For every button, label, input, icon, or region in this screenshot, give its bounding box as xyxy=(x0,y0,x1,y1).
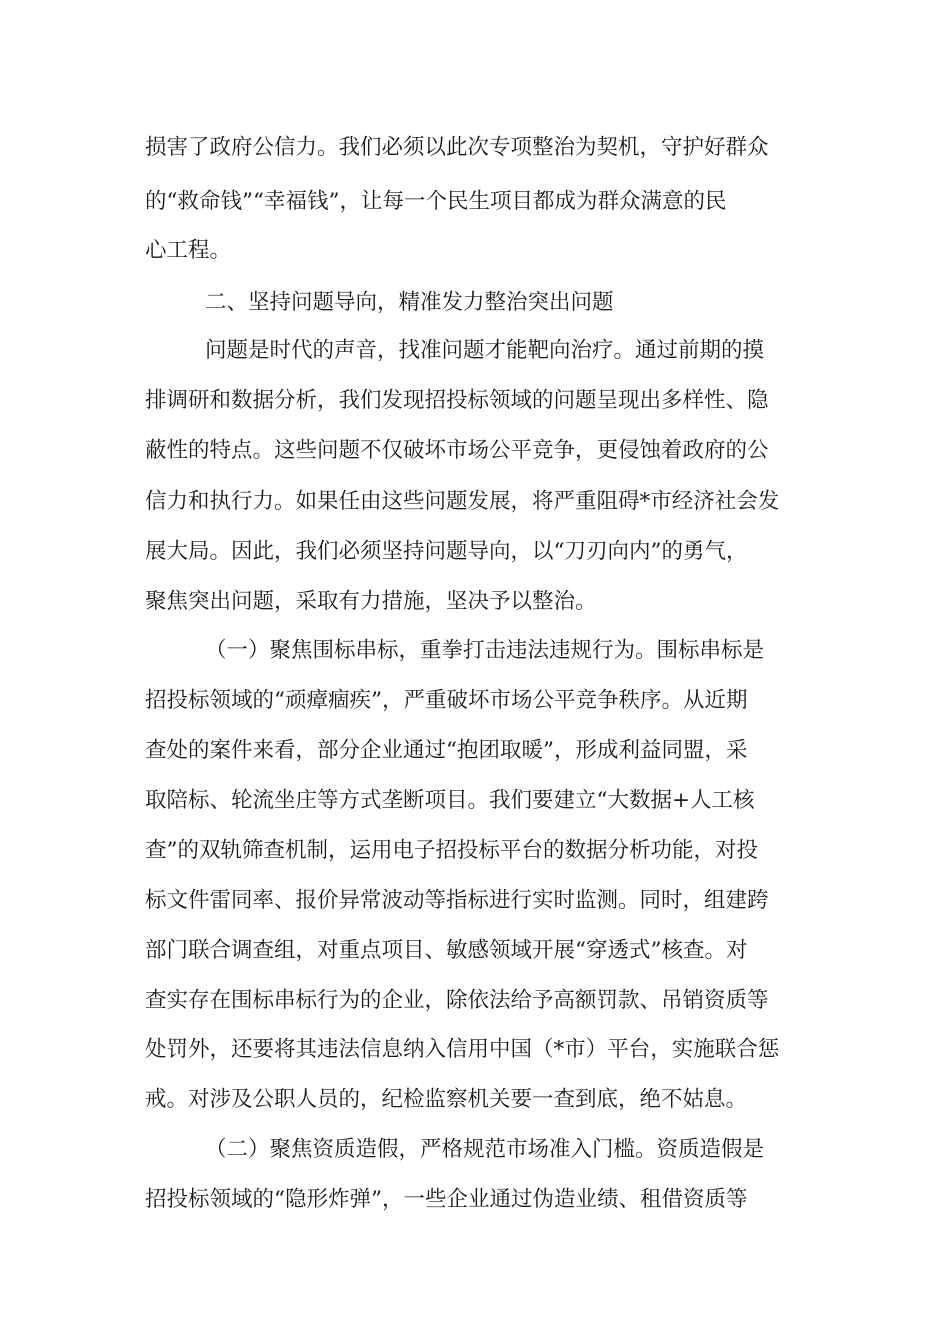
text-line: 处罚外，还要将其违法信息纳入信用中国（*市）平台，实施联合惩 xyxy=(145,1037,780,1062)
text-line: 查”的双轨筛查机制，运用电子招投标平台的数据分析功能，对投 xyxy=(145,838,758,863)
text-line: 聚焦突出问题，采取有力措施，坚决予以整治。 xyxy=(145,589,597,614)
subsection-line: （一）聚焦围标串标，重拳打击违法违规行为。围标串标是 xyxy=(205,638,765,663)
text-line: 的“救命钱”“幸福钱”，让每一个民生项目都成为群众满意的民 xyxy=(145,189,727,214)
text-line: 取陪标、轮流坐庄等方式垄断项目。我们要建立“大数据+人工核 xyxy=(145,788,755,813)
text-line: 排调研和数据分析，我们发现招投标领域的问题呈现出多样性、隐 xyxy=(145,388,769,413)
text-line: 查处的案件来看，部分企业通过“抱团取暖”，形成利益同盟，采 xyxy=(145,738,748,763)
text-line: 损害了政府公信力。我们必须以此次专项整治为契机，守护好群众 xyxy=(145,135,769,160)
text-line: 展大局。因此，我们必须坚持问题导向，以“刀刃向内”的勇气， xyxy=(145,539,748,564)
text-line: 招投标领域的“顽瘴痼疾”，严重破坏市场公平竞争秩序。从近期 xyxy=(145,688,748,713)
text-line: 招投标领域的“隐形炸弹”，一些企业通过伪造业绩、租借资质等 xyxy=(145,1187,748,1212)
text-line: 部门联合调查组，对重点项目、敏感领域开展“穿透式”核查。对 xyxy=(145,938,748,963)
text-line: 戒。对涉及公职人员的，纪检监察机关要一查到底，绝不姑息。 xyxy=(145,1087,748,1112)
text-line: 心工程。 xyxy=(145,238,232,263)
text-line: 蔽性的特点。这些问题不仅破坏市场公平竞争，更侵蚀着政府的公 xyxy=(145,438,769,463)
text-line: 标文件雷同率、报价异常波动等指标进行实时监测。同时，组建跨 xyxy=(145,888,769,913)
text-line: 问题是时代的声音，找准问题才能靶向治疗。通过前期的摸 xyxy=(205,338,765,363)
text-line: 信力和执行力。如果任由这些问题发展，将严重阻碍*市经济社会发 xyxy=(145,489,780,514)
text-line: 查实存在围标串标行为的企业，除依法给予高额罚款、吊销资质等 xyxy=(145,988,769,1013)
subsection-line: （二）聚焦资质造假，严格规范市场准入门槛。资质造假是 xyxy=(205,1137,765,1162)
section-heading: 二、坚持问题导向，精准发力整治突出问题 xyxy=(205,290,614,315)
